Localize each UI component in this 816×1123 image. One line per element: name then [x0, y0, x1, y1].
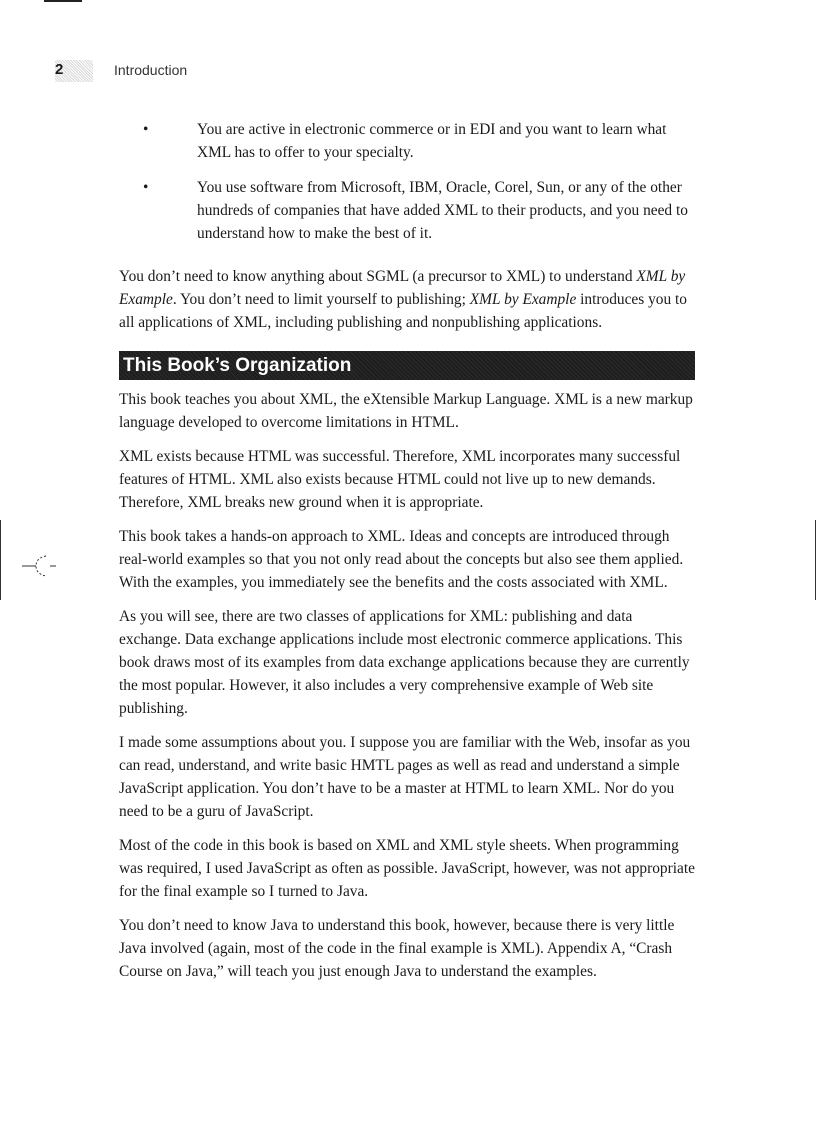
body-paragraph: I made some assumptions about you. I suppose you are familiar with the Web, insofar as you can read, understand, and write basic HMTL pages as well as read and understand a simple JavaScript application. You don’t have to be a master at HTML to learn XML. Nor do you need to be a guru of JavaScript.	[119, 734, 691, 820]
body-paragraph: As you will see, there are two classes of applications for XML: publishing and data exchange. Data exchange applications include most electronic commerce applications. This book draws most of its examples from data exchange applications because they are currently the most popular. However, it also includes a very comprehensive example of Web site publishing.	[119, 608, 690, 717]
list-item	[119, 118, 695, 164]
body-paragraph: You don’t need to know Java to understand this book, however, because there is very little Java involved (again, most of the code in the final example is XML). Appendix A, “Crash Course on Java,” will teach you just enough Java to understand the examples.	[119, 917, 675, 980]
intro-text-1: You don’t need to know anything about SGML (a precursor to XML) to understand	[119, 268, 637, 285]
registration-mark-icon	[22, 550, 86, 580]
body-paragraph: XML exists because HTML was successful. Therefore, XML incorporates many successful features of HTML. XML also exists because HTML could not live up to new demands. Therefore, XML breaks new ground when it is appropriate.	[119, 448, 681, 511]
book-title: XML by Example	[119, 268, 686, 308]
margin-crop-line-left	[0, 520, 1, 600]
body-paragraph: Most of the code in this book is based on XML and XML style sheets. When programming was required, I used JavaScript as often as possible. JavaScript, however, was not appropriate for the final example so I turned to Java.	[119, 837, 695, 900]
book-title: XML by Example	[469, 291, 577, 308]
bullet-text: You use software from Microsoft, IBM, Oracle, Corel, Sun, or any of the other hundreds of companies that have added XML to their products, and you need to understand how to make the best of it.	[197, 179, 688, 242]
bullet-mark: •	[143, 121, 149, 138]
body-paragraph: This book takes a hands-on approach to XML. Ideas and concepts are introduced through real-world examples so that you not only read about the concepts but also see them applied. With the examples, you immediately see the benefits and the costs associated with XML.	[119, 528, 684, 591]
top-rule	[44, 0, 82, 2]
bullet-list	[119, 118, 695, 245]
body-paragraph: This book teaches you about XML, the eXtensible Markup Language. XML is a new markup language developed to overcome limitations in HTML.	[119, 391, 693, 431]
list-item	[119, 176, 695, 245]
running-head: Introduction	[114, 62, 188, 78]
page-content	[119, 118, 695, 994]
page-number: 2	[55, 60, 93, 82]
intro-text-2: . You don’t need to limit yourself to publishing;	[172, 291, 470, 308]
section-heading: This Book’s Organization	[119, 351, 695, 380]
bullet-text: You are active in electronic commerce or in EDI and you want to learn what XML has to offer to your specialty.	[197, 121, 667, 161]
intro-paragraph	[119, 265, 695, 334]
bullet-mark: •	[143, 179, 149, 196]
intro-text-3: introduces you to all applications of XML, including publishing and nonpublishing applications.	[119, 291, 688, 331]
